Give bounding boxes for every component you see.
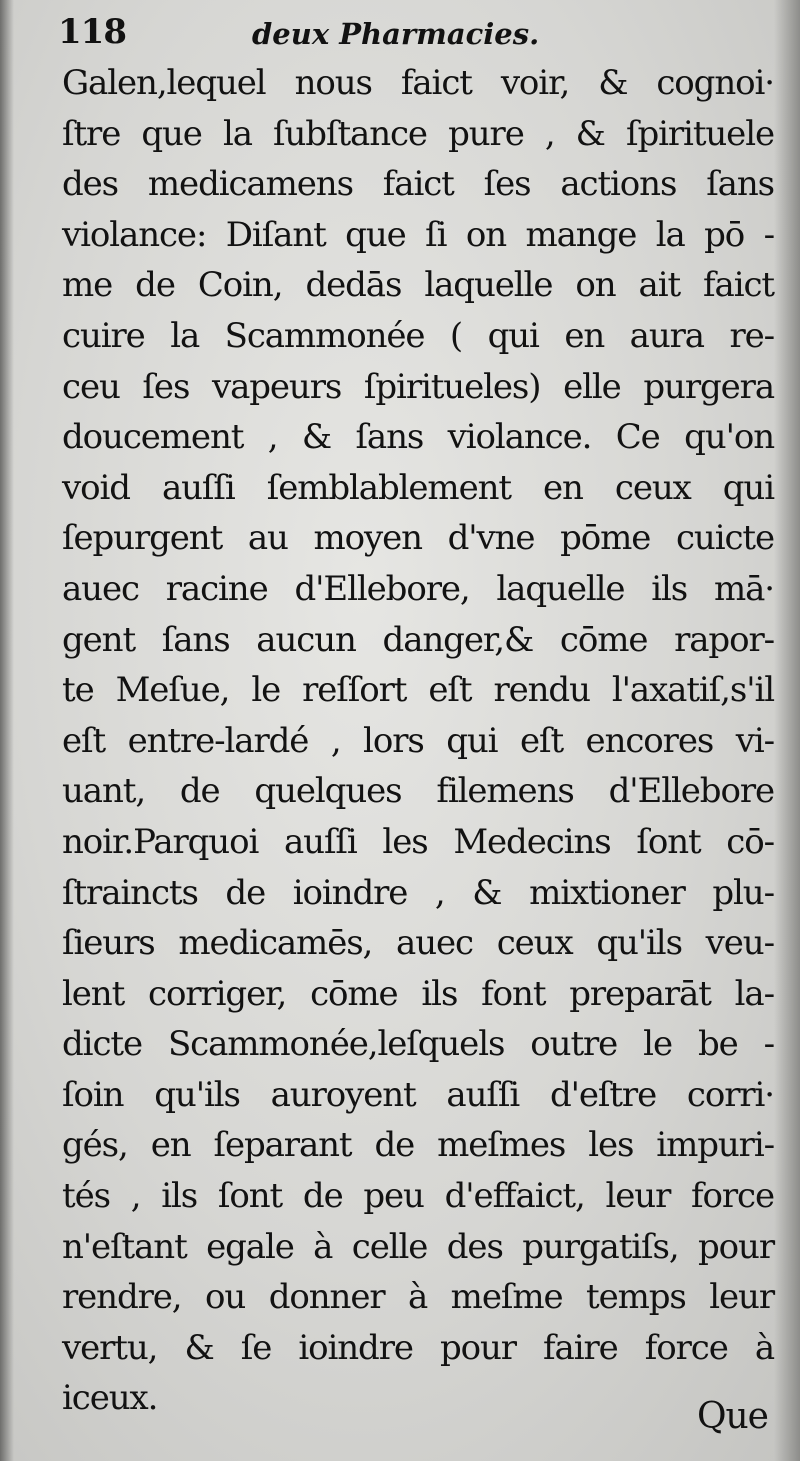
text-line: eſt entre-lardé , lors qui eſt encores vi- [62,720,774,761]
text-line: tés , ils ſont de peu d'effaict, leur force [62,1176,774,1217]
page-number: 118 [58,12,126,52]
text-line: des medicamens faict ſes actions ſans [62,164,774,205]
body-text [62,58,774,1424]
page-gutter-shadow-left [0,0,14,1461]
text-line: Galen,lequel nous faict voir, & cognoi· [62,63,774,103]
text-line: rendre, ou donner à meſme temps leur [62,1277,774,1318]
text-line: ſtre que la ſubſtance pure , & ſpirituele [62,113,774,154]
text-line: gés, en ſeparant de meſmes les impuri- [62,1125,774,1166]
text-line: dicte Scammonée,leſquels outre le be - [62,1024,774,1065]
page-edge-shadow-right [774,0,800,1461]
text-line: ſepurgent au moyen d'vne pōme cuicte [62,518,774,559]
text-line: ſoin qu'ils auroyent auſſi d'eſtre corri· [62,1074,774,1115]
running-head: deux Pharmacies. [252,17,540,51]
text-line: n'eſtant egale à celle des purgatiſs, pour [62,1226,774,1267]
text-line: ſieurs medicamēs, auec ceux qu'ils veu- [62,923,774,964]
catchword: Que [696,1396,768,1437]
text-line: cuire la Scammonée ( qui en aura re- [62,315,774,356]
text-line: me de Coin, dedās laquelle on ait faict [62,265,774,306]
text-line: noir.Parquoi auſſi les Medecins ſont cō- [62,821,774,862]
text-line: void auſſi ſemblablement en ceux qui [62,467,774,508]
text-line: lent corriger, cōme ils font preparāt la- [62,973,774,1014]
text-line: violance: Diſant que ſi on mange la pō - [62,214,774,255]
text-line: ſtraincts de ioindre , & mixtioner plu- [62,872,774,913]
text-line: iceux. [62,1378,158,1419]
text-line: gent ſans aucun danger,& cōme rapor- [62,619,774,660]
text-line: auec racine d'Ellebore, laquelle ils mā· [62,568,774,609]
page-header [58,12,778,52]
text-line: ceu ſes vapeurs ſpiritueles) elle purgera [62,366,774,407]
text-line: doucement , & ſans violance. Ce qu'on [62,417,774,458]
text-line: te Meſue, le reſſort eſt rendu l'axatiſ,s'il [62,670,774,711]
text-line: vertu, & ſe ioindre pour faire force à [62,1327,774,1368]
text-line: uant, de quelques filemens d'Ellebore [62,771,774,812]
